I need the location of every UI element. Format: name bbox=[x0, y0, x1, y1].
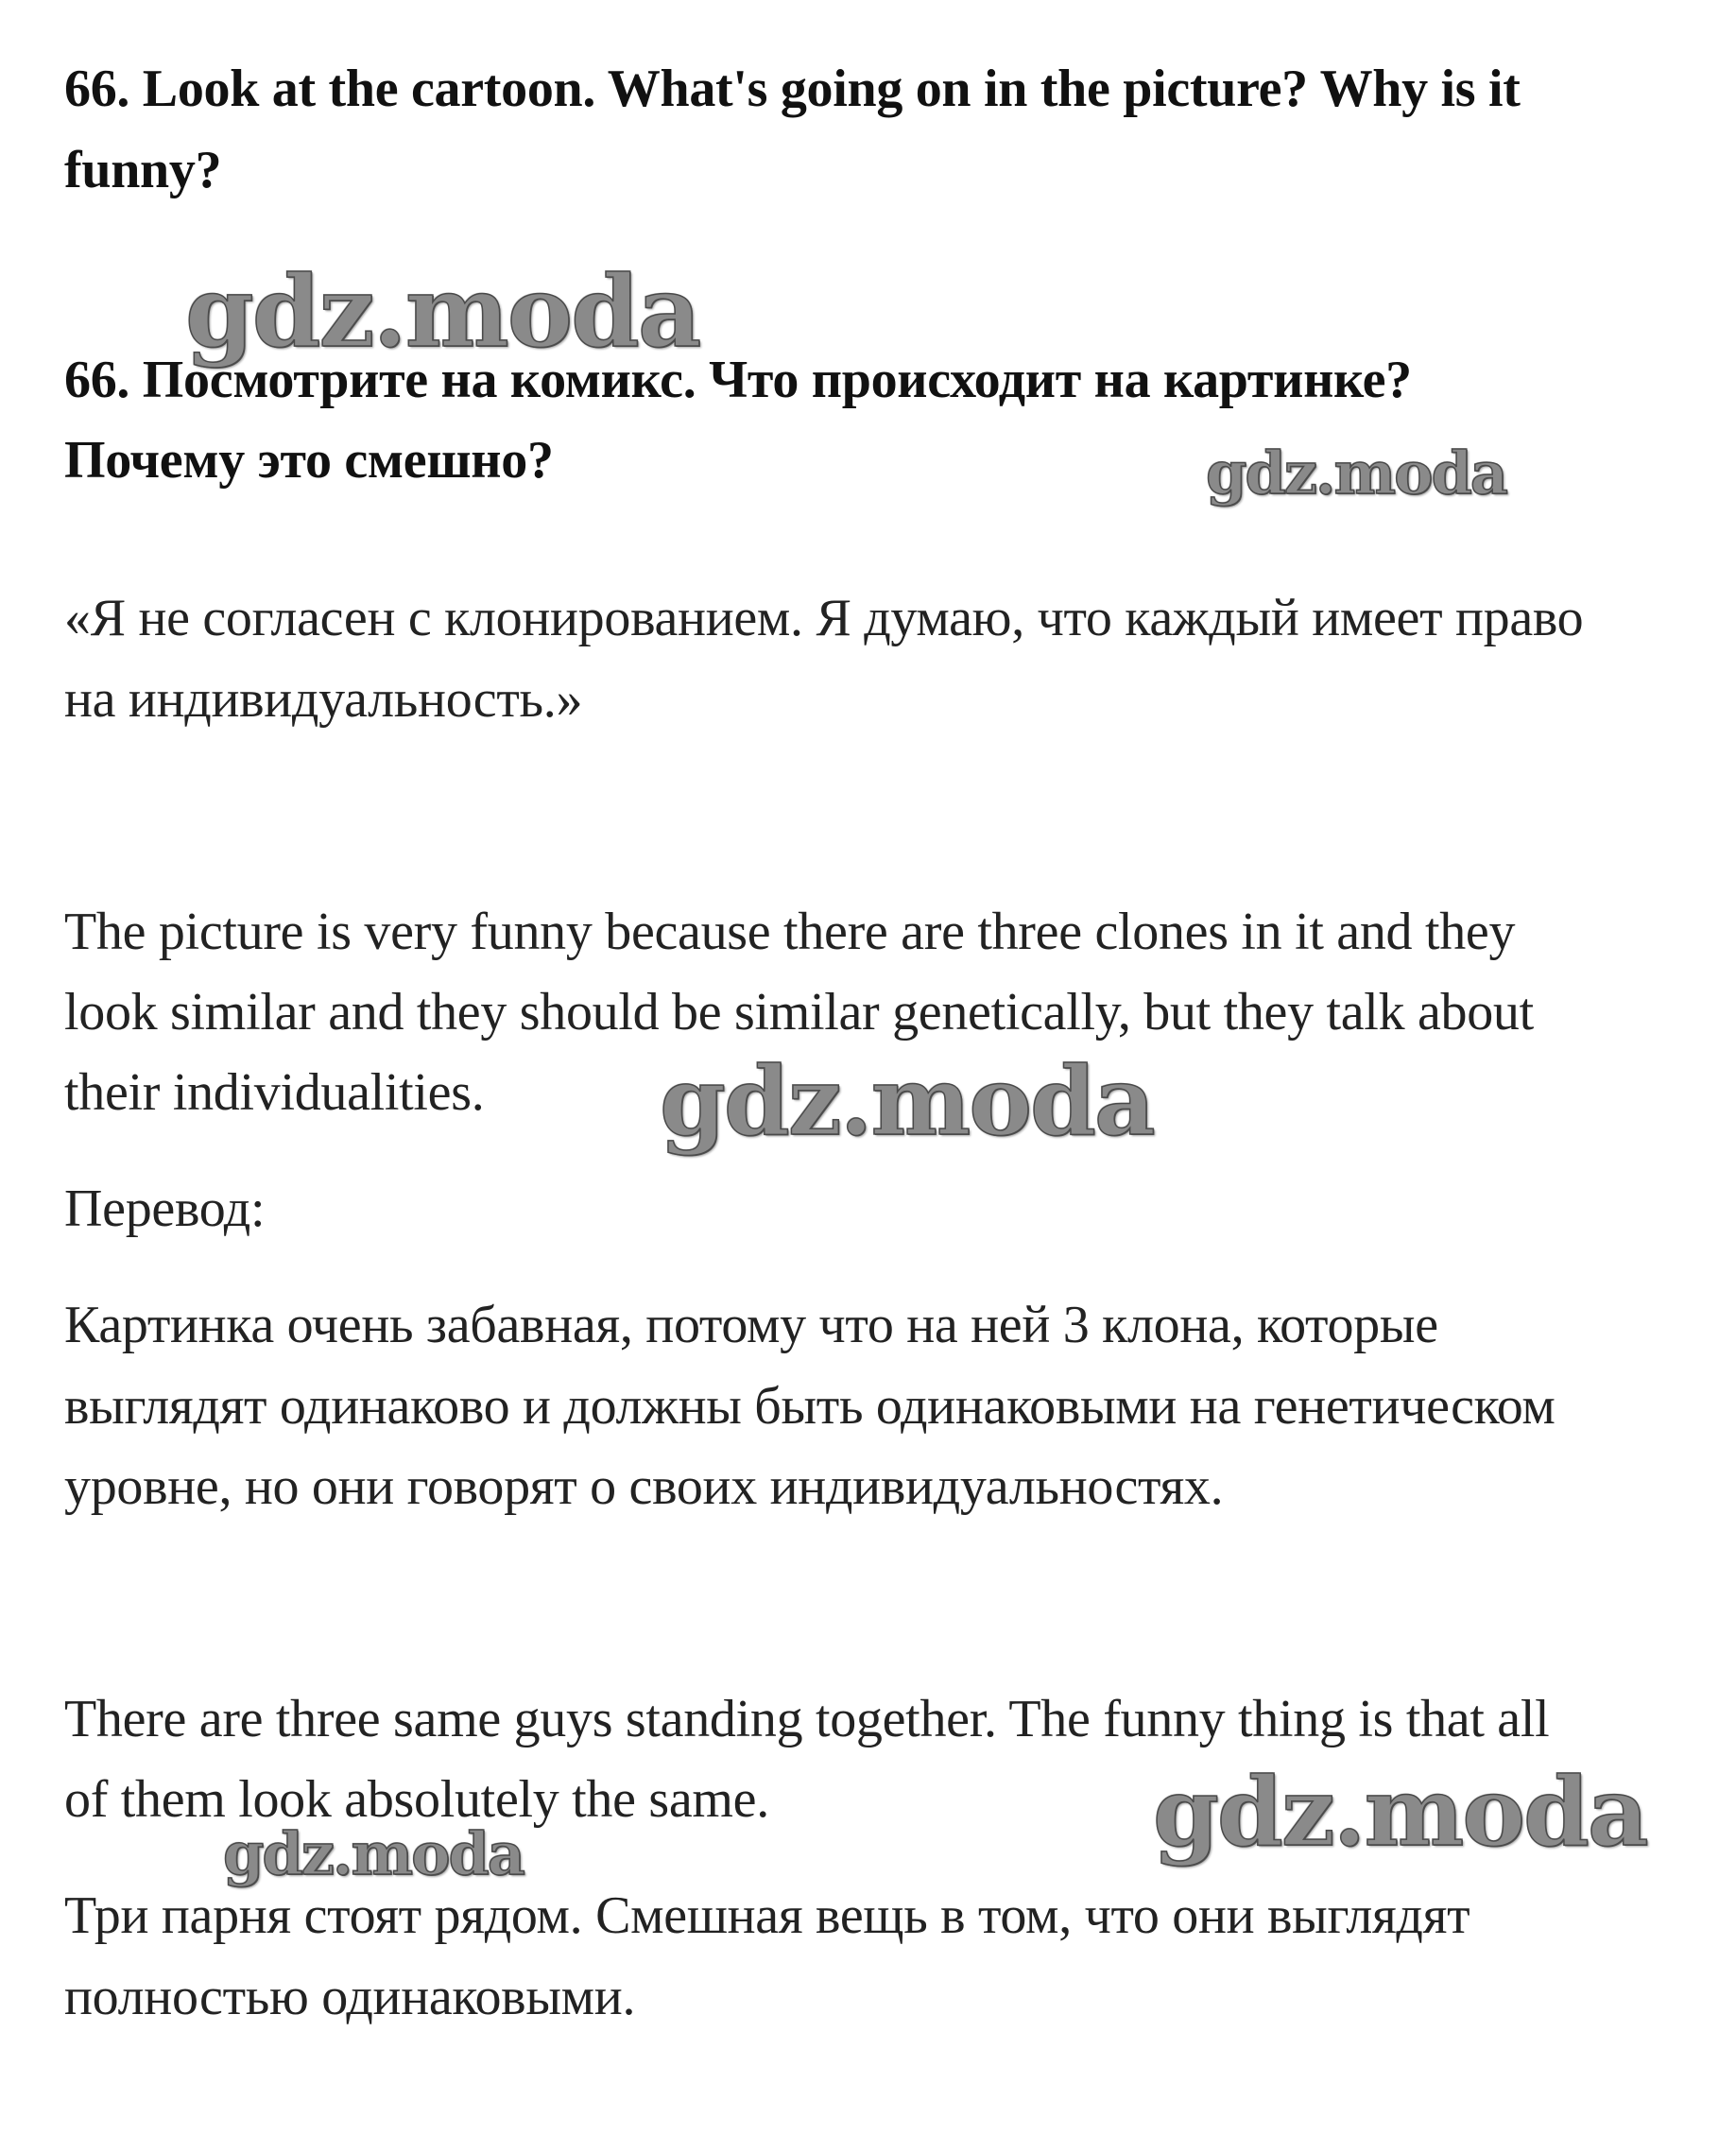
answer2-en-line-1: There are three same guys standing together. The funny thing is that all bbox=[64, 1690, 1550, 1748]
translation-label: Перевод: bbox=[64, 1179, 266, 1238]
task-title-en-line-1: 66. Look at the cartoon. What's going on in the picture? Why is it bbox=[64, 60, 1521, 118]
answer1-ru-line-3: уровне, но они говорят о своих индивидуальностях. bbox=[64, 1457, 1224, 1516]
answer1-ru-line-2: выглядят одинаково и должны быть одинаковыми на генетическом bbox=[64, 1377, 1556, 1436]
watermark: gdz.moda bbox=[660, 1045, 1154, 1157]
answer2-ru-line-2: полностью одинаковыми. bbox=[64, 1968, 636, 2026]
quote-line-2: на индивидуальность.» bbox=[64, 670, 583, 729]
answer1-en-line-1: The picture is very funny because there are three clones in it and they bbox=[64, 903, 1516, 961]
watermark: gdz.moda bbox=[223, 1819, 524, 1888]
watermark: gdz.moda bbox=[1206, 439, 1506, 508]
task-title-ru-line-2: Почему это смешно? bbox=[64, 431, 554, 490]
quote-line-1: «Я не согласен с клонированием. Я думаю, что каждый имеет право bbox=[64, 589, 1584, 647]
answer1-ru-line-1: Картинка очень забавная, потому что на ней 3 клона, которые bbox=[64, 1296, 1438, 1354]
task-title-ru-line-1: 66. Посмотрите на комикс. Что происходит на картинке? bbox=[64, 351, 1412, 409]
answer1-en-line-3: their individualities. bbox=[64, 1063, 485, 1122]
task-title-en-line-2: funny? bbox=[64, 141, 222, 199]
watermark: gdz.moda bbox=[185, 253, 700, 370]
answer1-en-line-2: look similar and they should be similar genetically, but they talk about bbox=[64, 983, 1534, 1042]
answer2-ru-line-1: Три парня стоят рядом. Смешная вещь в том, что они выглядят bbox=[64, 1886, 1470, 1945]
answer2-en-line-2: of them look absolutely the same. bbox=[64, 1770, 769, 1829]
watermark: gdz.moda bbox=[1153, 1756, 1647, 1868]
